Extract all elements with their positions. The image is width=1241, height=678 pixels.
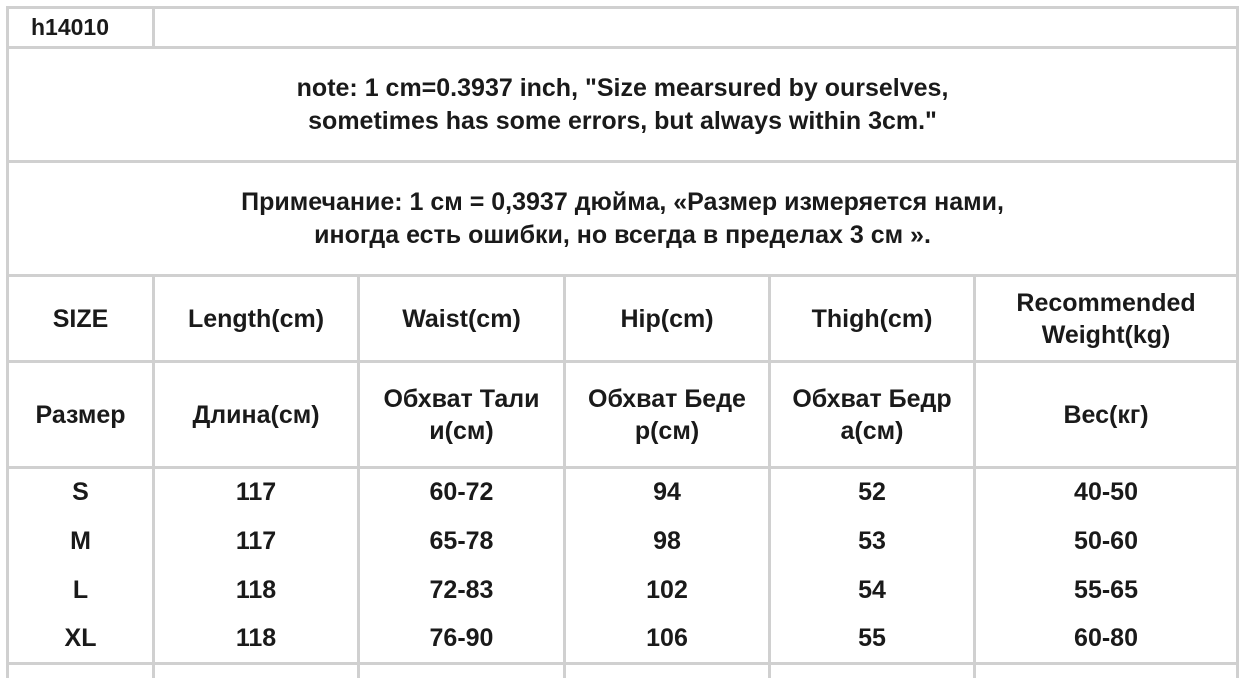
note-english-line-1: note: 1 cm=0.3937 inch, "Size mearsured by ourselves, (296, 73, 949, 102)
header-weight-line-2: Weight(kg) (1041, 320, 1171, 349)
note-english-line-2: sometimes has some errors, but always within 3cm." (308, 106, 937, 135)
cell-size: M (8, 517, 154, 566)
header-thigh: Thigh(cm) (770, 276, 975, 362)
cell-waist: 60-72 (359, 468, 565, 517)
cell-size: XL (8, 615, 154, 664)
cell-hip: 106 (565, 615, 770, 664)
cell-weight: 60-80 (975, 615, 1238, 664)
header-ru-row (8, 362, 1238, 468)
cell-length: 118 (154, 566, 359, 615)
header-ru-waist-line-2: и(см) (429, 416, 494, 445)
cell-weight: 50-60 (975, 517, 1238, 566)
cell-hip: 94 (565, 468, 770, 517)
note-english (8, 48, 1238, 162)
note-en-row (8, 48, 1238, 162)
cell-length: 117 (154, 517, 359, 566)
cell-thigh: 53 (770, 517, 975, 566)
code-row (8, 8, 1238, 48)
cell-size: L (8, 566, 154, 615)
header-weight-line-1: Recommended (1016, 288, 1196, 317)
table-row (8, 517, 1238, 566)
cell-length: 117 (154, 468, 359, 517)
empty-cell (154, 8, 1238, 48)
header-ru-weight: Вес(кг) (975, 362, 1238, 468)
header-ru-hip (565, 362, 770, 468)
header-ru-thigh-line-2: а(см) (840, 416, 904, 445)
header-ru-thigh-line-1: Обхват Бедр (792, 384, 952, 413)
header-waist: Waist(cm) (359, 276, 565, 362)
note-russian-line-1: Примечание: 1 см = 0,3937 дюйма, «Размер измеряется нами, (241, 187, 1004, 216)
header-ru-length: Длина(см) (154, 362, 359, 468)
header-weight (975, 276, 1238, 362)
note-russian-line-2: иногда есть ошибки, но всегда в пределах 3 см ». (314, 220, 931, 249)
cell-weight: 55-65 (975, 566, 1238, 615)
header-hip: Hip(cm) (565, 276, 770, 362)
header-ru-hip-line-1: Обхват Беде (588, 384, 746, 413)
header-size: SIZE (8, 276, 154, 362)
table-row (8, 615, 1238, 664)
cell-thigh: 54 (770, 566, 975, 615)
header-en-row (8, 276, 1238, 362)
cell-waist: 72-83 (359, 566, 565, 615)
header-ru-thigh (770, 362, 975, 468)
cell-size: S (8, 468, 154, 517)
cell-waist: 65-78 (359, 517, 565, 566)
header-ru-size: Размер (8, 362, 154, 468)
table-row (8, 566, 1238, 615)
cell-thigh: 52 (770, 468, 975, 517)
cell-length: 118 (154, 615, 359, 664)
cell-hip: 102 (565, 566, 770, 615)
header-length: Length(cm) (154, 276, 359, 362)
size-chart (6, 6, 1236, 678)
header-ru-hip-line-2: р(см) (634, 416, 700, 445)
product-code: h14010 (8, 8, 154, 48)
cell-waist: 76-90 (359, 615, 565, 664)
table-row (8, 468, 1238, 517)
header-ru-waist-line-1: Обхват Тали (383, 384, 540, 413)
size-table (6, 6, 1239, 678)
note-russian (8, 162, 1238, 276)
cell-thigh: 55 (770, 615, 975, 664)
cell-hip: 98 (565, 517, 770, 566)
note-ru-row (8, 162, 1238, 276)
header-ru-waist (359, 362, 565, 468)
cell-weight: 40-50 (975, 468, 1238, 517)
